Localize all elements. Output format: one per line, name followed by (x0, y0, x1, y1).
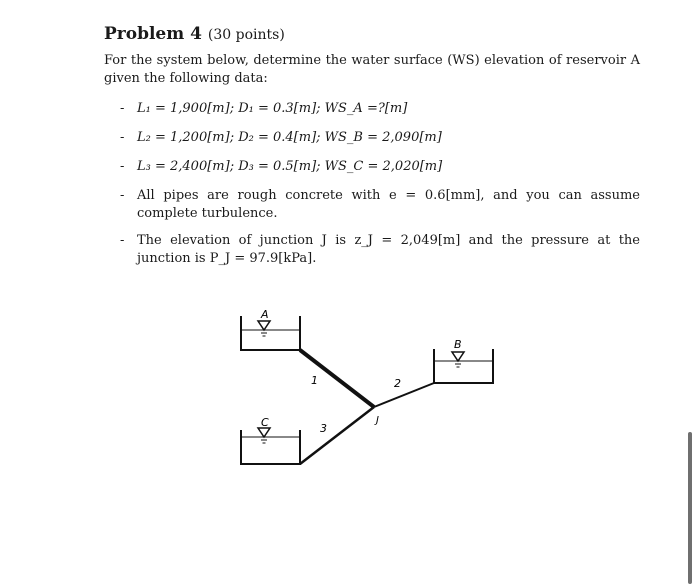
roughness-note: All pipes are rough concrete with e = 0.6[mm], and you can assume complete turbulence. (137, 188, 640, 221)
pipe-3-label: 3 (320, 422, 327, 435)
bullet-dash: - (120, 188, 125, 203)
problem-heading: Problem 4 (104, 24, 202, 44)
reservoir-c (241, 416, 300, 464)
water-level-triangle-icon (452, 352, 464, 361)
pipe-3 (300, 407, 374, 464)
bullet-dash: - (120, 130, 125, 145)
reservoir-c-label: C (261, 416, 269, 429)
reservoir-b-label: B (454, 338, 462, 351)
pipe-2 (374, 383, 434, 407)
pipe-1-data: L₁ = 1,900[m]; D₁ = 0.3[m]; WS_A =?[m] (137, 101, 408, 116)
pipe-2-label: 2 (394, 377, 401, 390)
problem-intro: For the system below, determine the water surface (WS) elevation of reservoir A given the following data: (104, 53, 640, 86)
junction-label: J (376, 415, 379, 426)
reservoir-b (434, 338, 493, 383)
pipe-3-data: L₃ = 2,400[m]; D₃ = 0.5[m]; WS_C = 2,020[m] (137, 159, 443, 174)
water-level-triangle-icon (258, 428, 270, 437)
scrollbar[interactable] (688, 432, 692, 584)
reservoir-a (241, 308, 300, 350)
problem-points: (30 points) (207, 27, 285, 43)
bullet-dash: - (120, 233, 125, 248)
junction-note: The elevation of junction J is z_J = 2,049[m] and the pressure at the junction is P_J = 97.9[kPa]. (137, 233, 640, 266)
bullet-dash: - (120, 101, 125, 116)
reservoir-a-label: A (261, 308, 269, 321)
bullet-dash: - (120, 159, 125, 174)
pipe-2-data: L₂ = 1,200[m]; D₂ = 0.4[m]; WS_B = 2,090[m] (137, 130, 442, 145)
pipe-1-label: 1 (311, 374, 318, 387)
water-level-triangle-icon (258, 321, 270, 330)
